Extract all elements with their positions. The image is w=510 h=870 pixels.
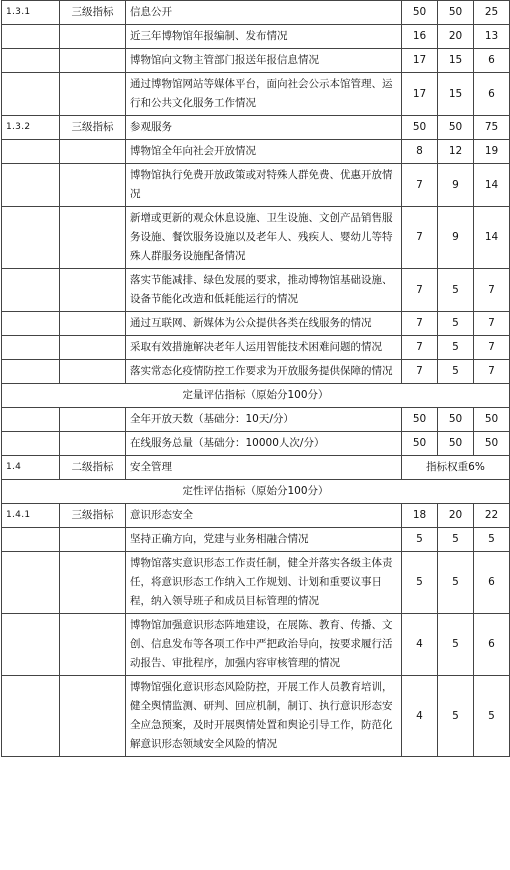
indicator-code [2, 312, 60, 336]
indicator-code [2, 552, 60, 614]
table-row [2, 552, 510, 614]
table-row [2, 312, 510, 336]
indicator-code [2, 676, 60, 757]
score-cell-1: 7 [402, 207, 438, 269]
indicator-description: 通过博物馆网站等媒体平台，面向社会公示本馆管理、运行和公共文化服务工作情况 [126, 73, 402, 116]
indicator-code [2, 140, 60, 164]
table-row [2, 528, 510, 552]
score-cell-2: 9 [438, 164, 474, 207]
indicator-code: 1.4.1 [2, 504, 60, 528]
score-cell-2: 50 [438, 432, 474, 456]
score-cell-3: 7 [474, 360, 510, 384]
indicator-description: 博物馆全年向社会开放情况 [126, 140, 402, 164]
score-cell-3: 22 [474, 504, 510, 528]
indicator-code [2, 360, 60, 384]
table-row [2, 207, 510, 269]
score-cell-3: 75 [474, 116, 510, 140]
indicator-description: 落实常态化疫情防控工作要求为开放服务提供保障的情况 [126, 360, 402, 384]
indicator-level [60, 312, 126, 336]
table-row [2, 456, 510, 480]
score-cell-3: 5 [474, 676, 510, 757]
score-cell-1: 4 [402, 676, 438, 757]
indicator-level [60, 73, 126, 116]
indicator-code [2, 164, 60, 207]
indicator-description: 参观服务 [126, 116, 402, 140]
table-row [2, 25, 510, 49]
indicator-code [2, 49, 60, 73]
indicator-level: 二级指标 [60, 456, 126, 480]
indicator-description: 近三年博物馆年报编制、发布情况 [126, 25, 402, 49]
score-cell-1: 17 [402, 49, 438, 73]
score-cell-1: 4 [402, 614, 438, 676]
indicator-level: 三级指标 [60, 504, 126, 528]
table-row [2, 360, 510, 384]
score-cell-2: 5 [438, 312, 474, 336]
indicator-code [2, 73, 60, 116]
score-cell-2: 5 [438, 676, 474, 757]
indicator-level [60, 614, 126, 676]
indicator-description: 通过互联网、新媒体为公众提供各类在线服务的情况 [126, 312, 402, 336]
indicator-description: 在线服务总量（基础分：10000人次/分） [126, 432, 402, 456]
score-cell-3: 6 [474, 49, 510, 73]
indicator-code [2, 25, 60, 49]
score-cell-1: 7 [402, 360, 438, 384]
score-cell-3: 5 [474, 528, 510, 552]
indicator-description: 信息公开 [126, 1, 402, 25]
score-cell-2: 15 [438, 73, 474, 116]
indicator-level [60, 140, 126, 164]
score-cell-2: 5 [438, 336, 474, 360]
indicator-description: 采取有效措施解决老年人运用智能技术困难问题的情况 [126, 336, 402, 360]
score-cell-3: 6 [474, 73, 510, 116]
indicator-code [2, 432, 60, 456]
indicator-level [60, 408, 126, 432]
score-cell-3: 19 [474, 140, 510, 164]
score-cell-2: 12 [438, 140, 474, 164]
indicator-description: 坚持正确方向，党建与业务相融合情况 [126, 528, 402, 552]
indicator-code: 1.4 [2, 456, 60, 480]
score-cell-1: 7 [402, 164, 438, 207]
score-cell-3: 7 [474, 312, 510, 336]
indicator-description: 新增或更新的观众休息设施、卫生设施、文创产品销售服务设施、餐饮服务设施以及老年人、残疾人、婴幼儿等特殊人群服务设施配备情况 [126, 207, 402, 269]
indicator-code: 1.3.1 [2, 1, 60, 25]
score-cell-3: 6 [474, 614, 510, 676]
indicator-weight: 指标权重6% [402, 456, 510, 480]
indicator-level [60, 336, 126, 360]
score-cell-1: 7 [402, 312, 438, 336]
indicator-code [2, 207, 60, 269]
section-title: 定量评估指标（原始分100分） [2, 384, 510, 408]
table-row [2, 504, 510, 528]
indicator-code [2, 528, 60, 552]
score-cell-3: 50 [474, 432, 510, 456]
score-cell-3: 50 [474, 408, 510, 432]
score-cell-3: 25 [474, 1, 510, 25]
indicator-level: 三级指标 [60, 116, 126, 140]
score-cell-2: 5 [438, 552, 474, 614]
score-cell-3: 14 [474, 207, 510, 269]
score-cell-2: 5 [438, 614, 474, 676]
indicator-description: 博物馆落实意识形态工作责任制，健全并落实各级主体责任，将意识形态工作纳入工作规划、计划和重要议事日程，纳入领导班子和成员目标管理的情况 [126, 552, 402, 614]
section-title: 定性评估指标（原始分100分） [2, 480, 510, 504]
indicator-code [2, 336, 60, 360]
indicator-code [2, 408, 60, 432]
table-row [2, 140, 510, 164]
indicator-level: 三级指标 [60, 1, 126, 25]
table-row [2, 1, 510, 25]
indicator-level [60, 360, 126, 384]
indicator-description: 博物馆加强意识形态阵地建设，在展陈、教育、传播、文创、信息发布等各项工作中严把政治导向，按要求履行活动报告、审批程序，加强内容审核管理的情况 [126, 614, 402, 676]
score-cell-2: 50 [438, 116, 474, 140]
score-cell-1: 17 [402, 73, 438, 116]
score-cell-1: 5 [402, 552, 438, 614]
score-cell-1: 50 [402, 408, 438, 432]
score-cell-1: 50 [402, 116, 438, 140]
score-cell-3: 7 [474, 269, 510, 312]
section-header-row [2, 384, 510, 408]
score-cell-1: 8 [402, 140, 438, 164]
indicator-description: 博物馆向文物主管部门报送年报信息情况 [126, 49, 402, 73]
score-cell-1: 50 [402, 432, 438, 456]
score-cell-1: 50 [402, 1, 438, 25]
score-cell-1: 18 [402, 504, 438, 528]
table-row [2, 269, 510, 312]
score-cell-1: 5 [402, 528, 438, 552]
score-cell-2: 50 [438, 408, 474, 432]
score-cell-2: 15 [438, 49, 474, 73]
indicator-level [60, 49, 126, 73]
score-cell-2: 50 [438, 1, 474, 25]
table-row [2, 408, 510, 432]
score-cell-1: 7 [402, 269, 438, 312]
indicator-description: 安全管理 [126, 456, 402, 480]
indicator-level [60, 528, 126, 552]
score-cell-2: 9 [438, 207, 474, 269]
indicator-level [60, 164, 126, 207]
indicator-description: 博物馆执行免费开放政策或对特殊人群免费、优惠开放情况 [126, 164, 402, 207]
score-cell-3: 7 [474, 336, 510, 360]
indicator-level [60, 25, 126, 49]
table-row [2, 432, 510, 456]
table-row [2, 73, 510, 116]
indicator-description: 全年开放天数（基础分：10天/分） [126, 408, 402, 432]
indicator-description: 落实节能减排、绿色发展的要求，推动博物馆基础设施、设备节能化改造和低耗能运行的情况 [126, 269, 402, 312]
table-row [2, 49, 510, 73]
indicator-description: 博物馆强化意识形态风险防控，开展工作人员教育培训，健全舆情监测、研判、回应机制，制订、执行意识形态安全应急预案，及时开展舆情处置和舆论引导工作，防范化解意识形态领域安全风险的情况 [126, 676, 402, 757]
score-cell-1: 7 [402, 336, 438, 360]
table-row [2, 116, 510, 140]
table-row [2, 614, 510, 676]
score-cell-2: 20 [438, 504, 474, 528]
indicator-level [60, 676, 126, 757]
evaluation-table [1, 0, 510, 757]
score-cell-2: 20 [438, 25, 474, 49]
indicator-code [2, 269, 60, 312]
section-header-row [2, 480, 510, 504]
indicator-level [60, 432, 126, 456]
score-cell-2: 5 [438, 269, 474, 312]
indicator-code [2, 614, 60, 676]
score-cell-3: 13 [474, 25, 510, 49]
score-cell-2: 5 [438, 528, 474, 552]
indicator-code: 1.3.2 [2, 116, 60, 140]
score-cell-2: 5 [438, 360, 474, 384]
score-cell-3: 14 [474, 164, 510, 207]
indicator-level [60, 207, 126, 269]
table-row [2, 164, 510, 207]
score-cell-3: 6 [474, 552, 510, 614]
table-row [2, 676, 510, 757]
table-row [2, 336, 510, 360]
score-cell-1: 16 [402, 25, 438, 49]
indicator-level [60, 269, 126, 312]
indicator-description: 意识形态安全 [126, 504, 402, 528]
indicator-level [60, 552, 126, 614]
